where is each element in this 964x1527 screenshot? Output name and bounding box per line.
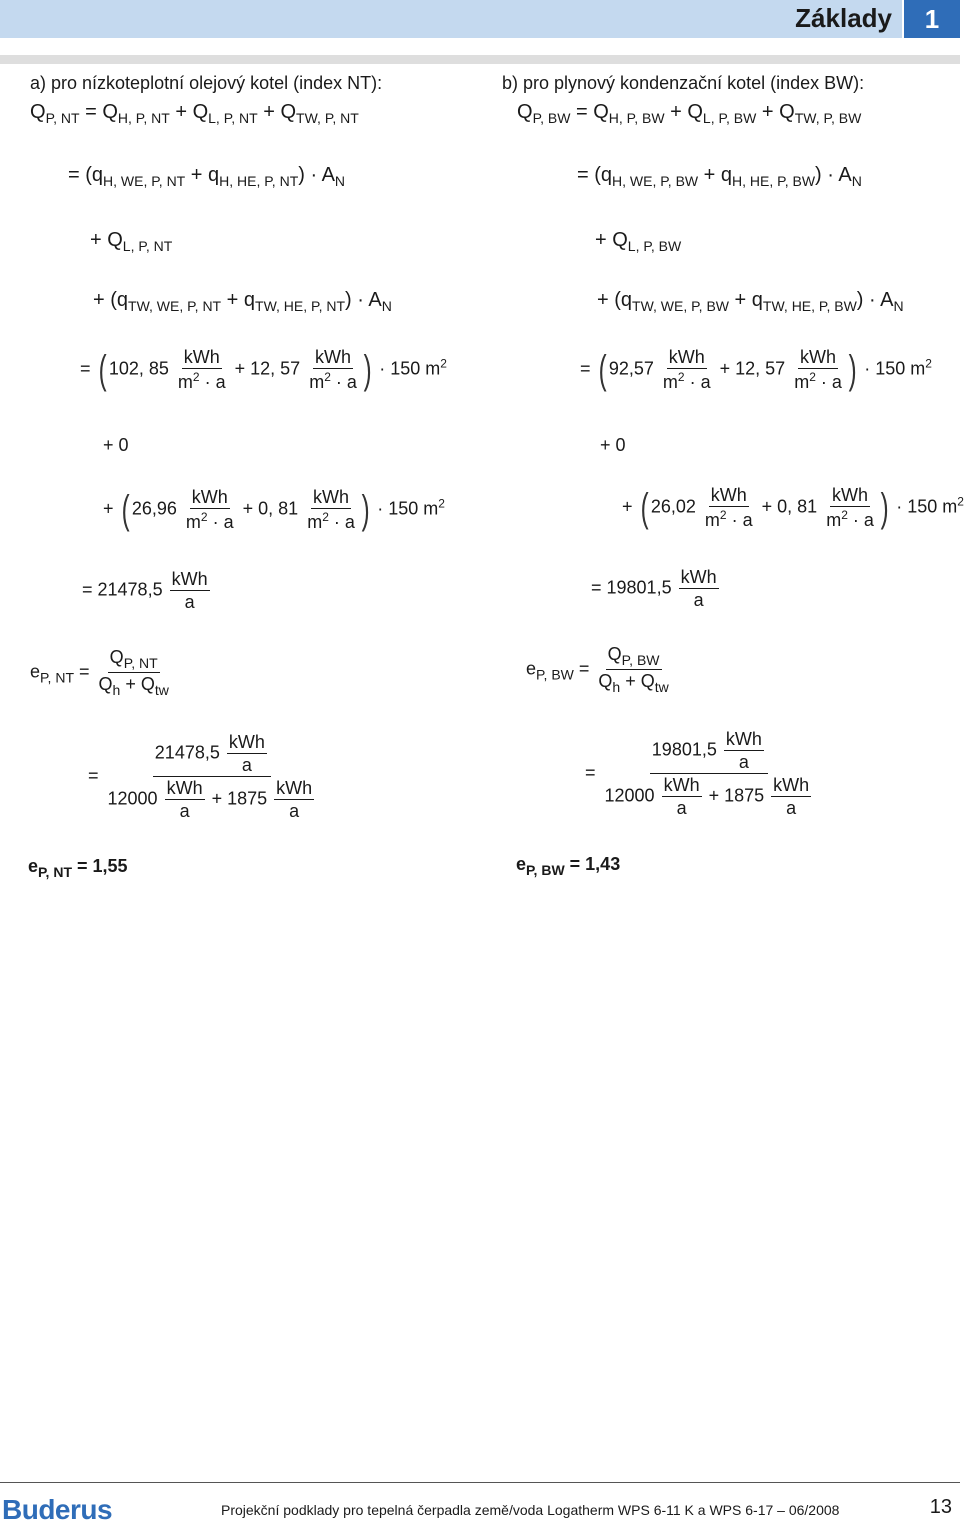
right-sum: 19801,5 (606, 577, 672, 598)
section-title: Základy (795, 3, 892, 33)
left-eq-values-hotwater: + ( 26,96 $\frac{\text{kWh}}{m^2 \cdot a}$ + 0, 81 $\frac{\text{kWh}}{m^2 \cdot a}$ ) · 150 $m^2$ (103, 487, 445, 532)
header-bar (0, 0, 902, 38)
chapter-number: 1 (904, 0, 960, 38)
right-result: $e_{P, BW} = 1,43$ (516, 854, 621, 878)
right-eq-sum: = 19801,5 $\frac{\text{kWh}}{a}$ (591, 567, 717, 610)
left-heading: a) pro nízkoteplotní olejový kotel (index NT): (30, 73, 383, 93)
right-eq-efficiency-values: = 19801,5 $\frac{\text{kWh}}{a}$ 12000 $\frac{\text{kWh}}{a}$ + 1875 $\frac{\text{kWh}}{a}$ (585, 729, 810, 818)
right-eq-values-hotwater: + ( 26,02 $\frac{\text{kWh}}{m^2 \cdot a}$ + 0, 81 $\frac{\text{kWh}}{m^2 \cdot a}$ ) · 150 $m^2$ (622, 485, 964, 530)
right-heading: b) pro plynový kondenzační kotel (index BW): (502, 73, 865, 93)
buderus-logo: Buderus (2, 1494, 113, 1525)
left-eq-total: $Q_{P, NT} = Q_{H, P, NT} + Q_{L, P, NT} + Q_{TW, P, NT}$ (30, 101, 359, 126)
left-result: $e_{P, NT} = 1,55$ (28, 856, 128, 880)
left-eq-efficiency: $e_{P, NT}$ = $\frac{Q_{P, NT}}{Q_h + Q_{tw}}$ (30, 647, 169, 698)
header-divider (0, 55, 960, 64)
left-numerator: 21478,5 (154, 742, 220, 763)
left-eq-values-heating: = ( 102, 85 $\frac{\text{kWh}}{m^2 \cdot a}$ + 12, 57 $\frac{\text{kWh}}{m^2 \cdot a}$ ) · 150 $m^2$ (80, 347, 447, 392)
page-number: 13 (929, 1496, 952, 1518)
right-value-4: 0, 81 (777, 496, 818, 517)
right-eq-heating: = $(q_{H, WE, P, BW} + q_{H, HE, P, BW}) \cdot A_N$ (577, 164, 862, 189)
right-value-1: 92,57 (608, 358, 654, 379)
right-eq-efficiency: $e_{P, BW}$ = $\frac{Q_{P, BW}}{Q_h + Q_{tw}}$ (526, 644, 669, 695)
left-eq-zero: + 0 (103, 435, 129, 455)
right-numerator: 19801,5 (651, 739, 717, 760)
left-eq-heating: = $(q_{H, WE, P, NT} + q_{H, HE, P, NT}) \cdot A_N$ (68, 164, 346, 189)
right-eq-zero: + 0 (600, 435, 626, 455)
right-eq-losses: + $Q_{L, P, BW}$ (595, 229, 682, 254)
right-value-3: 26,02 (650, 496, 696, 517)
left-value-2: 12, 57 (250, 358, 301, 379)
left-eq-losses: + $Q_{L, P, NT}$ (90, 229, 173, 254)
left-value-3: 26,96 (131, 498, 177, 519)
left-value-1: 102, 85 (108, 358, 169, 379)
footer-text: Projekční podklady pro tepelná čerpadla země/voda Logatherm WPS 6-11 K a WPS 6-17 – 06/2008 (221, 1502, 840, 1518)
left-eq-sum: = 21478,5 $\frac{\text{kWh}}{a}$ (82, 569, 208, 612)
left-eq-efficiency-values: = 21478,5 $\frac{\text{kWh}}{a}$ 12000 $\frac{\text{kWh}}{a}$ + 1875 $\frac{\text{kWh}}{a}$ (88, 732, 313, 821)
left-sum: 21478,5 (97, 579, 163, 600)
right-eq-total: $Q_{P, BW} = Q_{H, P, BW} + Q_{L, P, BW} + Q_{TW, P, BW}$ (517, 101, 862, 126)
right-eq-values-heating: = ( 92,57 $\frac{\text{kWh}}{m^2 \cdot a}$ + 12, 57 $\frac{\text{kWh}}{m^2 \cdot a}$ ) · 150 $m^2$ (580, 347, 932, 392)
left-eq-hotwater: + $(q_{TW, WE, P, NT} + q_{TW, HE, P, NT}) \cdot A_N$ (93, 289, 392, 314)
right-value-2: 12, 57 (735, 358, 786, 379)
footer-divider (0, 1482, 960, 1483)
left-value-4: 0, 81 (258, 498, 299, 519)
right-eq-hotwater: + $(q_{TW, WE, P, BW} + q_{TW, HE, P, BW}) \cdot A_N$ (597, 289, 904, 314)
